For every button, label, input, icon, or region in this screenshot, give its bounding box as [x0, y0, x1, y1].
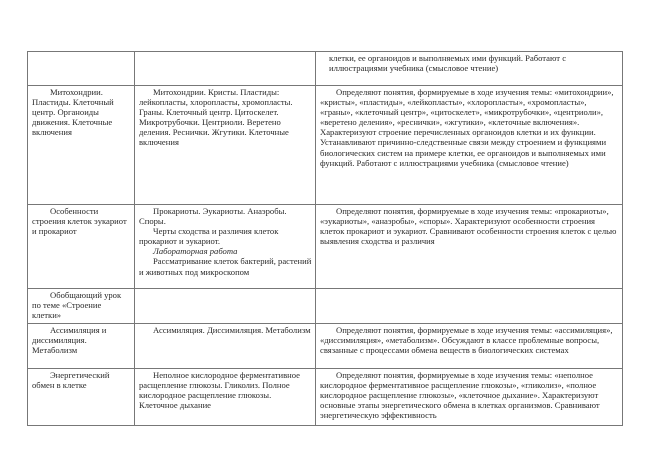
content-text: Прокариоты. Эукариоты. Анаэробы. Споры.	[139, 206, 287, 227]
table-row	[28, 289, 623, 324]
topic-text: Обобщающий урок по теме «Строение клетки»	[32, 290, 122, 321]
topic-text: Ассимиляция и диссимиляция. Метаболизм	[32, 325, 107, 356]
topic-cell	[28, 369, 135, 426]
table-row	[28, 324, 623, 369]
table-row	[28, 52, 623, 86]
curriculum-table	[27, 51, 623, 426]
activities-cell	[316, 324, 623, 369]
topic-text: Особенности строения клеток эукариот и прокариот	[32, 206, 127, 237]
content-text: Ассимиляция. Диссимиляция. Метаболизм	[153, 325, 311, 335]
table-row	[28, 369, 623, 426]
table-row	[28, 205, 623, 289]
activities-text: Определяют понятия, формируемые в ходе изучения темы: «прокариоты», «эукариоты», «анаэробы», «споры». Характеризуют особенности строения клеток прокариот и эукариот. Сравнивают особенности строения клеток с целью выявления сходства и различия	[320, 206, 617, 247]
lab-work-label: Лабораторная работа	[153, 246, 238, 257]
topic-cell	[28, 324, 135, 369]
content-cell	[135, 205, 316, 289]
content-cell	[135, 324, 316, 369]
activities-cell	[316, 86, 623, 205]
content-text: Рассматривание клеток бактерий, растений и животных под микроскопом	[139, 256, 312, 277]
table-row	[28, 86, 623, 205]
topic-cell	[28, 205, 135, 289]
content-cell	[135, 52, 316, 86]
topic-text: Энергетический обмен в клетке	[32, 370, 110, 391]
content-cell	[135, 86, 316, 205]
activities-cell	[316, 205, 623, 289]
content-text: Черты сходства и различия клеток прокариот и эукариот.	[139, 226, 279, 247]
content-text: Митохондрии. Кристы. Пластиды: лейкопласты, хлоропласты, хромопласты. Граны. Клеточный центр. Цитоскелет. Микротрубочки. Центриоли. Веретено деления. Реснички. Жгутики. Клеточные включения	[139, 87, 293, 148]
topic-cell	[28, 289, 135, 324]
topic-text: Митохондрии. Пластиды. Клеточный центр. Органоиды движения. Клеточные включения	[32, 87, 114, 138]
activities-text: Определяют понятия, формируемые в ходе изучения темы: «ассимиляция», «диссимиляция», «метаболизм». Обсуждают в классе проблемные вопросы, связанные с процессами обмена веществ в биологических системах	[320, 325, 613, 356]
activities-cell	[316, 52, 623, 86]
topic-cell	[28, 86, 135, 205]
activities-cell	[316, 289, 623, 324]
content-cell	[135, 289, 316, 324]
activities-cell	[316, 369, 623, 426]
activities-text: Определяют понятия, формируемые в ходе изучения темы: «неполное кислородное ферментативное расщепление глюкозы», «гликолиз», «полное кислородное расщепление глюкозы», «клеточное дыхание». Характеризуют основные этапы энергетического обмена в клетках организмов. Сравнивают энергетическую эффективность	[320, 370, 600, 421]
activities-text: клетки, ее органоидов и выполняемых ими функций. Работают с иллюстрациями учебника (смысловое чтение)	[329, 53, 567, 74]
topic-cell	[28, 52, 135, 86]
content-cell	[135, 369, 316, 426]
activities-text: Определяют понятия, формируемые в ходе изучения темы: «митохондрии», «кристы», «пластиды», «лейкопласты», «хлоропласты», «хромопласты», «граны», «клеточный центр», «цитоскелет», «микротрубочки», «центриоли», «веретено деления», «реснички», «жгутики», «клеточные включения». Характеризуют строение перечисленных органоидов клетки и их функции. Устанавливают причинно-следственные связи между строением и функциями биологических систем на примере клетки, ее органоидов и выполняемых ими функций. Работают с иллюстрациями учебника (смысловое чтение)	[320, 87, 614, 168]
content-text: Неполное кислородное ферментативное расщепление глюкозы. Гликолиз. Полное кислородное расщепление глюкозы. Клеточное дыхание	[139, 370, 300, 411]
